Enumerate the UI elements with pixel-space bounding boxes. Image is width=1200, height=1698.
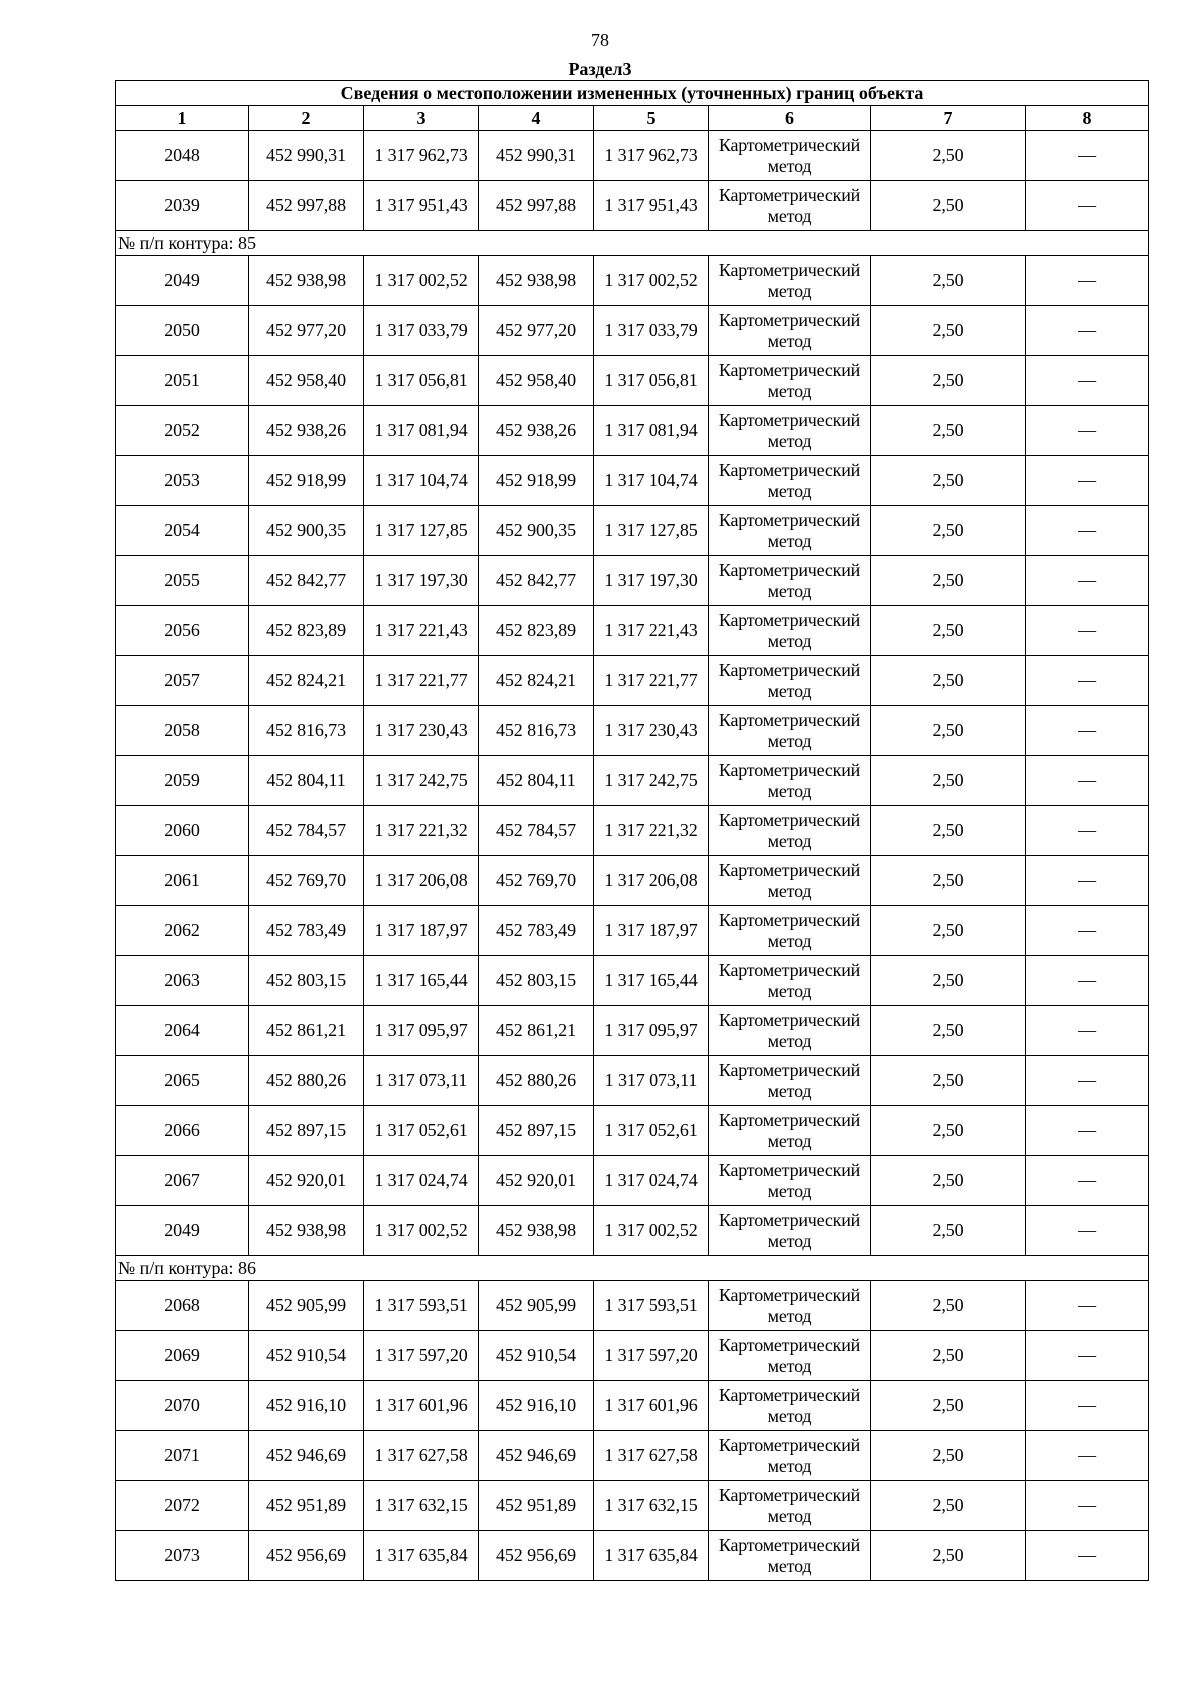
method-cell: Картометрический метод — [709, 956, 871, 1006]
y-coordinate-cell: 1 317 597,20 — [364, 1331, 479, 1381]
accuracy-cell: 2,50 — [871, 906, 1026, 956]
table-row — [116, 1331, 1149, 1381]
method-cell: Картометрический метод — [709, 1531, 871, 1581]
table-row — [116, 1531, 1149, 1581]
x-coordinate-cell: 452 905,99 — [479, 1281, 594, 1331]
method-cell: Картометрический метод — [709, 1056, 871, 1106]
description-cell: — — [1026, 256, 1149, 306]
x-coordinate-cell: 452 920,01 — [249, 1156, 364, 1206]
x-coordinate-cell: 452 938,98 — [479, 1206, 594, 1256]
y-coordinate-cell: 1 317 951,43 — [364, 181, 479, 231]
method-cell: Картометрический метод — [709, 131, 871, 181]
table-row — [116, 1381, 1149, 1431]
column-header: 4 — [479, 106, 594, 131]
y-coordinate-cell: 1 317 095,97 — [364, 1006, 479, 1056]
y-coordinate-cell: 1 317 627,58 — [594, 1431, 709, 1481]
y-coordinate-cell: 1 317 601,96 — [364, 1381, 479, 1431]
accuracy-cell: 2,50 — [871, 1056, 1026, 1106]
y-coordinate-cell: 1 317 033,79 — [364, 306, 479, 356]
x-coordinate-cell: 452 900,35 — [249, 506, 364, 556]
x-coordinate-cell: 452 784,57 — [249, 806, 364, 856]
point-number-cell: 2067 — [116, 1156, 249, 1206]
x-coordinate-cell: 452 897,15 — [249, 1106, 364, 1156]
y-coordinate-cell: 1 317 206,08 — [364, 856, 479, 906]
x-coordinate-cell: 452 823,89 — [479, 606, 594, 656]
y-coordinate-cell: 1 317 073,11 — [594, 1056, 709, 1106]
table-row — [116, 606, 1149, 656]
x-coordinate-cell: 452 951,89 — [249, 1481, 364, 1531]
table-row — [116, 306, 1149, 356]
column-header: 8 — [1026, 106, 1149, 131]
table-row — [116, 556, 1149, 606]
x-coordinate-cell: 452 918,99 — [479, 456, 594, 506]
contour-row — [116, 231, 1149, 256]
accuracy-cell: 2,50 — [871, 1381, 1026, 1431]
table-row — [116, 1206, 1149, 1256]
method-cell: Картометрический метод — [709, 1331, 871, 1381]
description-cell: — — [1026, 306, 1149, 356]
method-cell: Картометрический метод — [709, 1106, 871, 1156]
y-coordinate-cell: 1 317 242,75 — [594, 756, 709, 806]
y-coordinate-cell: 1 317 593,51 — [364, 1281, 479, 1331]
x-coordinate-cell: 452 938,98 — [249, 256, 364, 306]
y-coordinate-cell: 1 317 221,43 — [364, 606, 479, 656]
x-coordinate-cell: 452 977,20 — [249, 306, 364, 356]
description-cell: — — [1026, 131, 1149, 181]
table-row — [116, 1056, 1149, 1106]
y-coordinate-cell: 1 317 962,73 — [364, 131, 479, 181]
point-number-cell: 2061 — [116, 856, 249, 906]
y-coordinate-cell: 1 317 033,79 — [594, 306, 709, 356]
y-coordinate-cell: 1 317 197,30 — [594, 556, 709, 606]
column-header: 1 — [116, 106, 249, 131]
y-coordinate-cell: 1 317 104,74 — [594, 456, 709, 506]
y-coordinate-cell: 1 317 056,81 — [364, 356, 479, 406]
point-number-cell: 2065 — [116, 1056, 249, 1106]
y-coordinate-cell: 1 317 206,08 — [594, 856, 709, 906]
point-number-cell: 2056 — [116, 606, 249, 656]
description-cell: — — [1026, 856, 1149, 906]
y-coordinate-cell: 1 317 221,43 — [594, 606, 709, 656]
x-coordinate-cell: 452 938,98 — [479, 256, 594, 306]
table-row — [116, 1431, 1149, 1481]
x-coordinate-cell: 452 842,77 — [479, 556, 594, 606]
x-coordinate-cell: 452 946,69 — [479, 1431, 594, 1481]
column-header: 6 — [709, 106, 871, 131]
y-coordinate-cell: 1 317 002,52 — [594, 1206, 709, 1256]
table-row — [116, 1481, 1149, 1531]
y-coordinate-cell: 1 317 127,85 — [594, 506, 709, 556]
table-row — [116, 756, 1149, 806]
accuracy-cell: 2,50 — [871, 456, 1026, 506]
x-coordinate-cell: 452 905,99 — [249, 1281, 364, 1331]
x-coordinate-cell: 452 958,40 — [249, 356, 364, 406]
x-coordinate-cell: 452 916,10 — [249, 1381, 364, 1431]
accuracy-cell: 2,50 — [871, 1481, 1026, 1531]
method-cell: Картометрический метод — [709, 1006, 871, 1056]
table-row — [116, 1006, 1149, 1056]
y-coordinate-cell: 1 317 052,61 — [364, 1106, 479, 1156]
point-number-cell: 2049 — [116, 1206, 249, 1256]
description-cell: — — [1026, 756, 1149, 806]
point-number-cell: 2050 — [116, 306, 249, 356]
y-coordinate-cell: 1 317 081,94 — [364, 406, 479, 456]
table-row — [116, 1281, 1149, 1331]
column-header-row — [116, 106, 1149, 131]
table-row — [116, 356, 1149, 406]
accuracy-cell: 2,50 — [871, 131, 1026, 181]
accuracy-cell: 2,50 — [871, 1206, 1026, 1256]
method-cell: Картометрический метод — [709, 406, 871, 456]
point-number-cell: 2052 — [116, 406, 249, 456]
y-coordinate-cell: 1 317 635,84 — [364, 1531, 479, 1581]
point-number-cell: 2054 — [116, 506, 249, 556]
accuracy-cell: 2,50 — [871, 1006, 1026, 1056]
accuracy-cell: 2,50 — [871, 256, 1026, 306]
table-title: Сведения о местоположении измененных (уточненных) границ объекта — [116, 81, 1149, 106]
point-number-cell: 2066 — [116, 1106, 249, 1156]
point-number-cell: 2071 — [116, 1431, 249, 1481]
x-coordinate-cell: 452 938,98 — [249, 1206, 364, 1256]
description-cell: — — [1026, 456, 1149, 506]
x-coordinate-cell: 452 769,70 — [249, 856, 364, 906]
method-cell: Картометрический метод — [709, 1206, 871, 1256]
y-coordinate-cell: 1 317 024,74 — [594, 1156, 709, 1206]
x-coordinate-cell: 452 804,11 — [479, 756, 594, 806]
y-coordinate-cell: 1 317 221,32 — [594, 806, 709, 856]
y-coordinate-cell: 1 317 081,94 — [594, 406, 709, 456]
method-cell: Картометрический метод — [709, 756, 871, 806]
point-number-cell: 2048 — [116, 131, 249, 181]
y-coordinate-cell: 1 317 002,52 — [364, 1206, 479, 1256]
y-coordinate-cell: 1 317 187,97 — [594, 906, 709, 956]
description-cell: — — [1026, 806, 1149, 856]
method-cell: Картометрический метод — [709, 606, 871, 656]
y-coordinate-cell: 1 317 627,58 — [364, 1431, 479, 1481]
table-body — [116, 131, 1149, 1581]
x-coordinate-cell: 452 804,11 — [249, 756, 364, 806]
y-coordinate-cell: 1 317 165,44 — [594, 956, 709, 1006]
x-coordinate-cell: 452 803,15 — [479, 956, 594, 1006]
accuracy-cell: 2,50 — [871, 606, 1026, 656]
description-cell: — — [1026, 1381, 1149, 1431]
accuracy-cell: 2,50 — [871, 656, 1026, 706]
y-coordinate-cell: 1 317 230,43 — [364, 706, 479, 756]
description-cell: — — [1026, 1156, 1149, 1206]
x-coordinate-cell: 452 816,73 — [479, 706, 594, 756]
contour-row — [116, 1256, 1149, 1281]
y-coordinate-cell: 1 317 221,77 — [594, 656, 709, 706]
accuracy-cell: 2,50 — [871, 1431, 1026, 1481]
method-cell: Картометрический метод — [709, 556, 871, 606]
accuracy-cell: 2,50 — [871, 806, 1026, 856]
accuracy-cell: 2,50 — [871, 856, 1026, 906]
description-cell: — — [1026, 1006, 1149, 1056]
point-number-cell: 2064 — [116, 1006, 249, 1056]
description-cell: — — [1026, 556, 1149, 606]
method-cell: Картометрический метод — [709, 1281, 871, 1331]
y-coordinate-cell: 1 317 221,77 — [364, 656, 479, 706]
x-coordinate-cell: 452 861,21 — [249, 1006, 364, 1056]
y-coordinate-cell: 1 317 197,30 — [364, 556, 479, 606]
method-cell: Картометрический метод — [709, 1431, 871, 1481]
table-row — [116, 1156, 1149, 1206]
point-number-cell: 2060 — [116, 806, 249, 856]
column-header: 3 — [364, 106, 479, 131]
x-coordinate-cell: 452 900,35 — [479, 506, 594, 556]
x-coordinate-cell: 452 880,26 — [479, 1056, 594, 1106]
x-coordinate-cell: 452 956,69 — [479, 1531, 594, 1581]
y-coordinate-cell: 1 317 962,73 — [594, 131, 709, 181]
table-row — [116, 656, 1149, 706]
x-coordinate-cell: 452 920,01 — [479, 1156, 594, 1206]
x-coordinate-cell: 452 951,89 — [479, 1481, 594, 1531]
method-cell: Картометрический метод — [709, 306, 871, 356]
x-coordinate-cell: 452 990,31 — [479, 131, 594, 181]
point-number-cell: 2055 — [116, 556, 249, 606]
column-header: 5 — [594, 106, 709, 131]
point-number-cell: 2073 — [116, 1531, 249, 1581]
description-cell: — — [1026, 956, 1149, 1006]
x-coordinate-cell: 452 803,15 — [249, 956, 364, 1006]
y-coordinate-cell: 1 317 635,84 — [594, 1531, 709, 1581]
x-coordinate-cell: 452 861,21 — [479, 1006, 594, 1056]
y-coordinate-cell: 1 317 165,44 — [364, 956, 479, 1006]
accuracy-cell: 2,50 — [871, 756, 1026, 806]
description-cell: — — [1026, 1331, 1149, 1381]
description-cell: — — [1026, 656, 1149, 706]
description-cell: — — [1026, 1206, 1149, 1256]
description-cell: — — [1026, 406, 1149, 456]
y-coordinate-cell: 1 317 632,15 — [364, 1481, 479, 1531]
table-row — [116, 256, 1149, 306]
y-coordinate-cell: 1 317 073,11 — [364, 1056, 479, 1106]
x-coordinate-cell: 452 910,54 — [249, 1331, 364, 1381]
x-coordinate-cell: 452 938,26 — [479, 406, 594, 456]
description-cell: — — [1026, 606, 1149, 656]
description-cell: — — [1026, 906, 1149, 956]
column-header: 7 — [871, 106, 1026, 131]
point-number-cell: 2057 — [116, 656, 249, 706]
x-coordinate-cell: 452 997,88 — [249, 181, 364, 231]
method-cell: Картометрический метод — [709, 806, 871, 856]
accuracy-cell: 2,50 — [871, 1156, 1026, 1206]
accuracy-cell: 2,50 — [871, 406, 1026, 456]
description-cell: — — [1026, 506, 1149, 556]
accuracy-cell: 2,50 — [871, 506, 1026, 556]
column-header: 2 — [249, 106, 364, 131]
table-row — [116, 506, 1149, 556]
accuracy-cell: 2,50 — [871, 356, 1026, 406]
method-cell: Картометрический метод — [709, 1481, 871, 1531]
boundary-table — [115, 80, 1149, 1581]
method-cell: Картометрический метод — [709, 906, 871, 956]
x-coordinate-cell: 452 816,73 — [249, 706, 364, 756]
table-row — [116, 706, 1149, 756]
x-coordinate-cell: 452 783,49 — [479, 906, 594, 956]
point-number-cell: 2059 — [116, 756, 249, 806]
y-coordinate-cell: 1 317 024,74 — [364, 1156, 479, 1206]
point-number-cell: 2049 — [116, 256, 249, 306]
description-cell: — — [1026, 1106, 1149, 1156]
description-cell: — — [1026, 1481, 1149, 1531]
x-coordinate-cell: 452 880,26 — [249, 1056, 364, 1106]
y-coordinate-cell: 1 317 104,74 — [364, 456, 479, 506]
method-cell: Картометрический метод — [709, 1156, 871, 1206]
method-cell: Картометрический метод — [709, 356, 871, 406]
page-number: 78 — [591, 30, 609, 50]
point-number-cell: 2058 — [116, 706, 249, 756]
accuracy-cell: 2,50 — [871, 1331, 1026, 1381]
accuracy-cell: 2,50 — [871, 1281, 1026, 1331]
y-coordinate-cell: 1 317 632,15 — [594, 1481, 709, 1531]
method-cell: Картометрический метод — [709, 656, 871, 706]
method-cell: Картометрический метод — [709, 706, 871, 756]
x-coordinate-cell: 452 918,99 — [249, 456, 364, 506]
point-number-cell: 2062 — [116, 906, 249, 956]
accuracy-cell: 2,50 — [871, 706, 1026, 756]
y-coordinate-cell: 1 317 597,20 — [594, 1331, 709, 1381]
section-title: Раздел3 — [568, 59, 632, 79]
method-cell: Картометрический метод — [709, 856, 871, 906]
accuracy-cell: 2,50 — [871, 181, 1026, 231]
y-coordinate-cell: 1 317 052,61 — [594, 1106, 709, 1156]
point-number-cell: 2053 — [116, 456, 249, 506]
y-coordinate-cell: 1 317 221,32 — [364, 806, 479, 856]
x-coordinate-cell: 452 824,21 — [249, 656, 364, 706]
accuracy-cell: 2,50 — [871, 306, 1026, 356]
accuracy-cell: 2,50 — [871, 556, 1026, 606]
description-cell: — — [1026, 1281, 1149, 1331]
table-row — [116, 956, 1149, 1006]
method-cell: Картометрический метод — [709, 1381, 871, 1431]
description-cell: — — [1026, 181, 1149, 231]
table-row — [116, 1106, 1149, 1156]
method-cell: Картометрический метод — [709, 181, 871, 231]
y-coordinate-cell: 1 317 002,52 — [594, 256, 709, 306]
contour-label: № п/п контура: 86 — [116, 1256, 1149, 1281]
x-coordinate-cell: 452 823,89 — [249, 606, 364, 656]
accuracy-cell: 2,50 — [871, 1531, 1026, 1581]
description-cell: — — [1026, 706, 1149, 756]
x-coordinate-cell: 452 842,77 — [249, 556, 364, 606]
table-row — [116, 456, 1149, 506]
y-coordinate-cell: 1 317 002,52 — [364, 256, 479, 306]
x-coordinate-cell: 452 997,88 — [479, 181, 594, 231]
y-coordinate-cell: 1 317 601,96 — [594, 1381, 709, 1431]
method-cell: Картометрический метод — [709, 456, 871, 506]
description-cell: — — [1026, 1531, 1149, 1581]
y-coordinate-cell: 1 317 593,51 — [594, 1281, 709, 1331]
point-number-cell: 2068 — [116, 1281, 249, 1331]
x-coordinate-cell: 452 783,49 — [249, 906, 364, 956]
y-coordinate-cell: 1 317 095,97 — [594, 1006, 709, 1056]
y-coordinate-cell: 1 317 187,97 — [364, 906, 479, 956]
x-coordinate-cell: 452 769,70 — [479, 856, 594, 906]
x-coordinate-cell: 452 958,40 — [479, 356, 594, 406]
x-coordinate-cell: 452 824,21 — [479, 656, 594, 706]
point-number-cell: 2069 — [116, 1331, 249, 1381]
contour-label: № п/п контура: 85 — [116, 231, 1149, 256]
x-coordinate-cell: 452 910,54 — [479, 1331, 594, 1381]
x-coordinate-cell: 452 938,26 — [249, 406, 364, 456]
table-row — [116, 131, 1149, 181]
description-cell: — — [1026, 1056, 1149, 1106]
table-row — [116, 806, 1149, 856]
y-coordinate-cell: 1 317 056,81 — [594, 356, 709, 406]
y-coordinate-cell: 1 317 127,85 — [364, 506, 479, 556]
y-coordinate-cell: 1 317 951,43 — [594, 181, 709, 231]
y-coordinate-cell: 1 317 230,43 — [594, 706, 709, 756]
point-number-cell: 2072 — [116, 1481, 249, 1531]
accuracy-cell: 2,50 — [871, 1106, 1026, 1156]
x-coordinate-cell: 452 946,69 — [249, 1431, 364, 1481]
table-row — [116, 181, 1149, 231]
x-coordinate-cell: 452 916,10 — [479, 1381, 594, 1431]
method-cell: Картометрический метод — [709, 256, 871, 306]
point-number-cell: 2063 — [116, 956, 249, 1006]
y-coordinate-cell: 1 317 242,75 — [364, 756, 479, 806]
table-row — [116, 406, 1149, 456]
table-row — [116, 906, 1149, 956]
point-number-cell: 2051 — [116, 356, 249, 406]
point-number-cell: 2039 — [116, 181, 249, 231]
x-coordinate-cell: 452 784,57 — [479, 806, 594, 856]
x-coordinate-cell: 452 956,69 — [249, 1531, 364, 1581]
description-cell: — — [1026, 356, 1149, 406]
method-cell: Картометрический метод — [709, 506, 871, 556]
x-coordinate-cell: 452 990,31 — [249, 131, 364, 181]
x-coordinate-cell: 452 897,15 — [479, 1106, 594, 1156]
description-cell: — — [1026, 1431, 1149, 1481]
point-number-cell: 2070 — [116, 1381, 249, 1431]
accuracy-cell: 2,50 — [871, 956, 1026, 1006]
table-row — [116, 856, 1149, 906]
x-coordinate-cell: 452 977,20 — [479, 306, 594, 356]
